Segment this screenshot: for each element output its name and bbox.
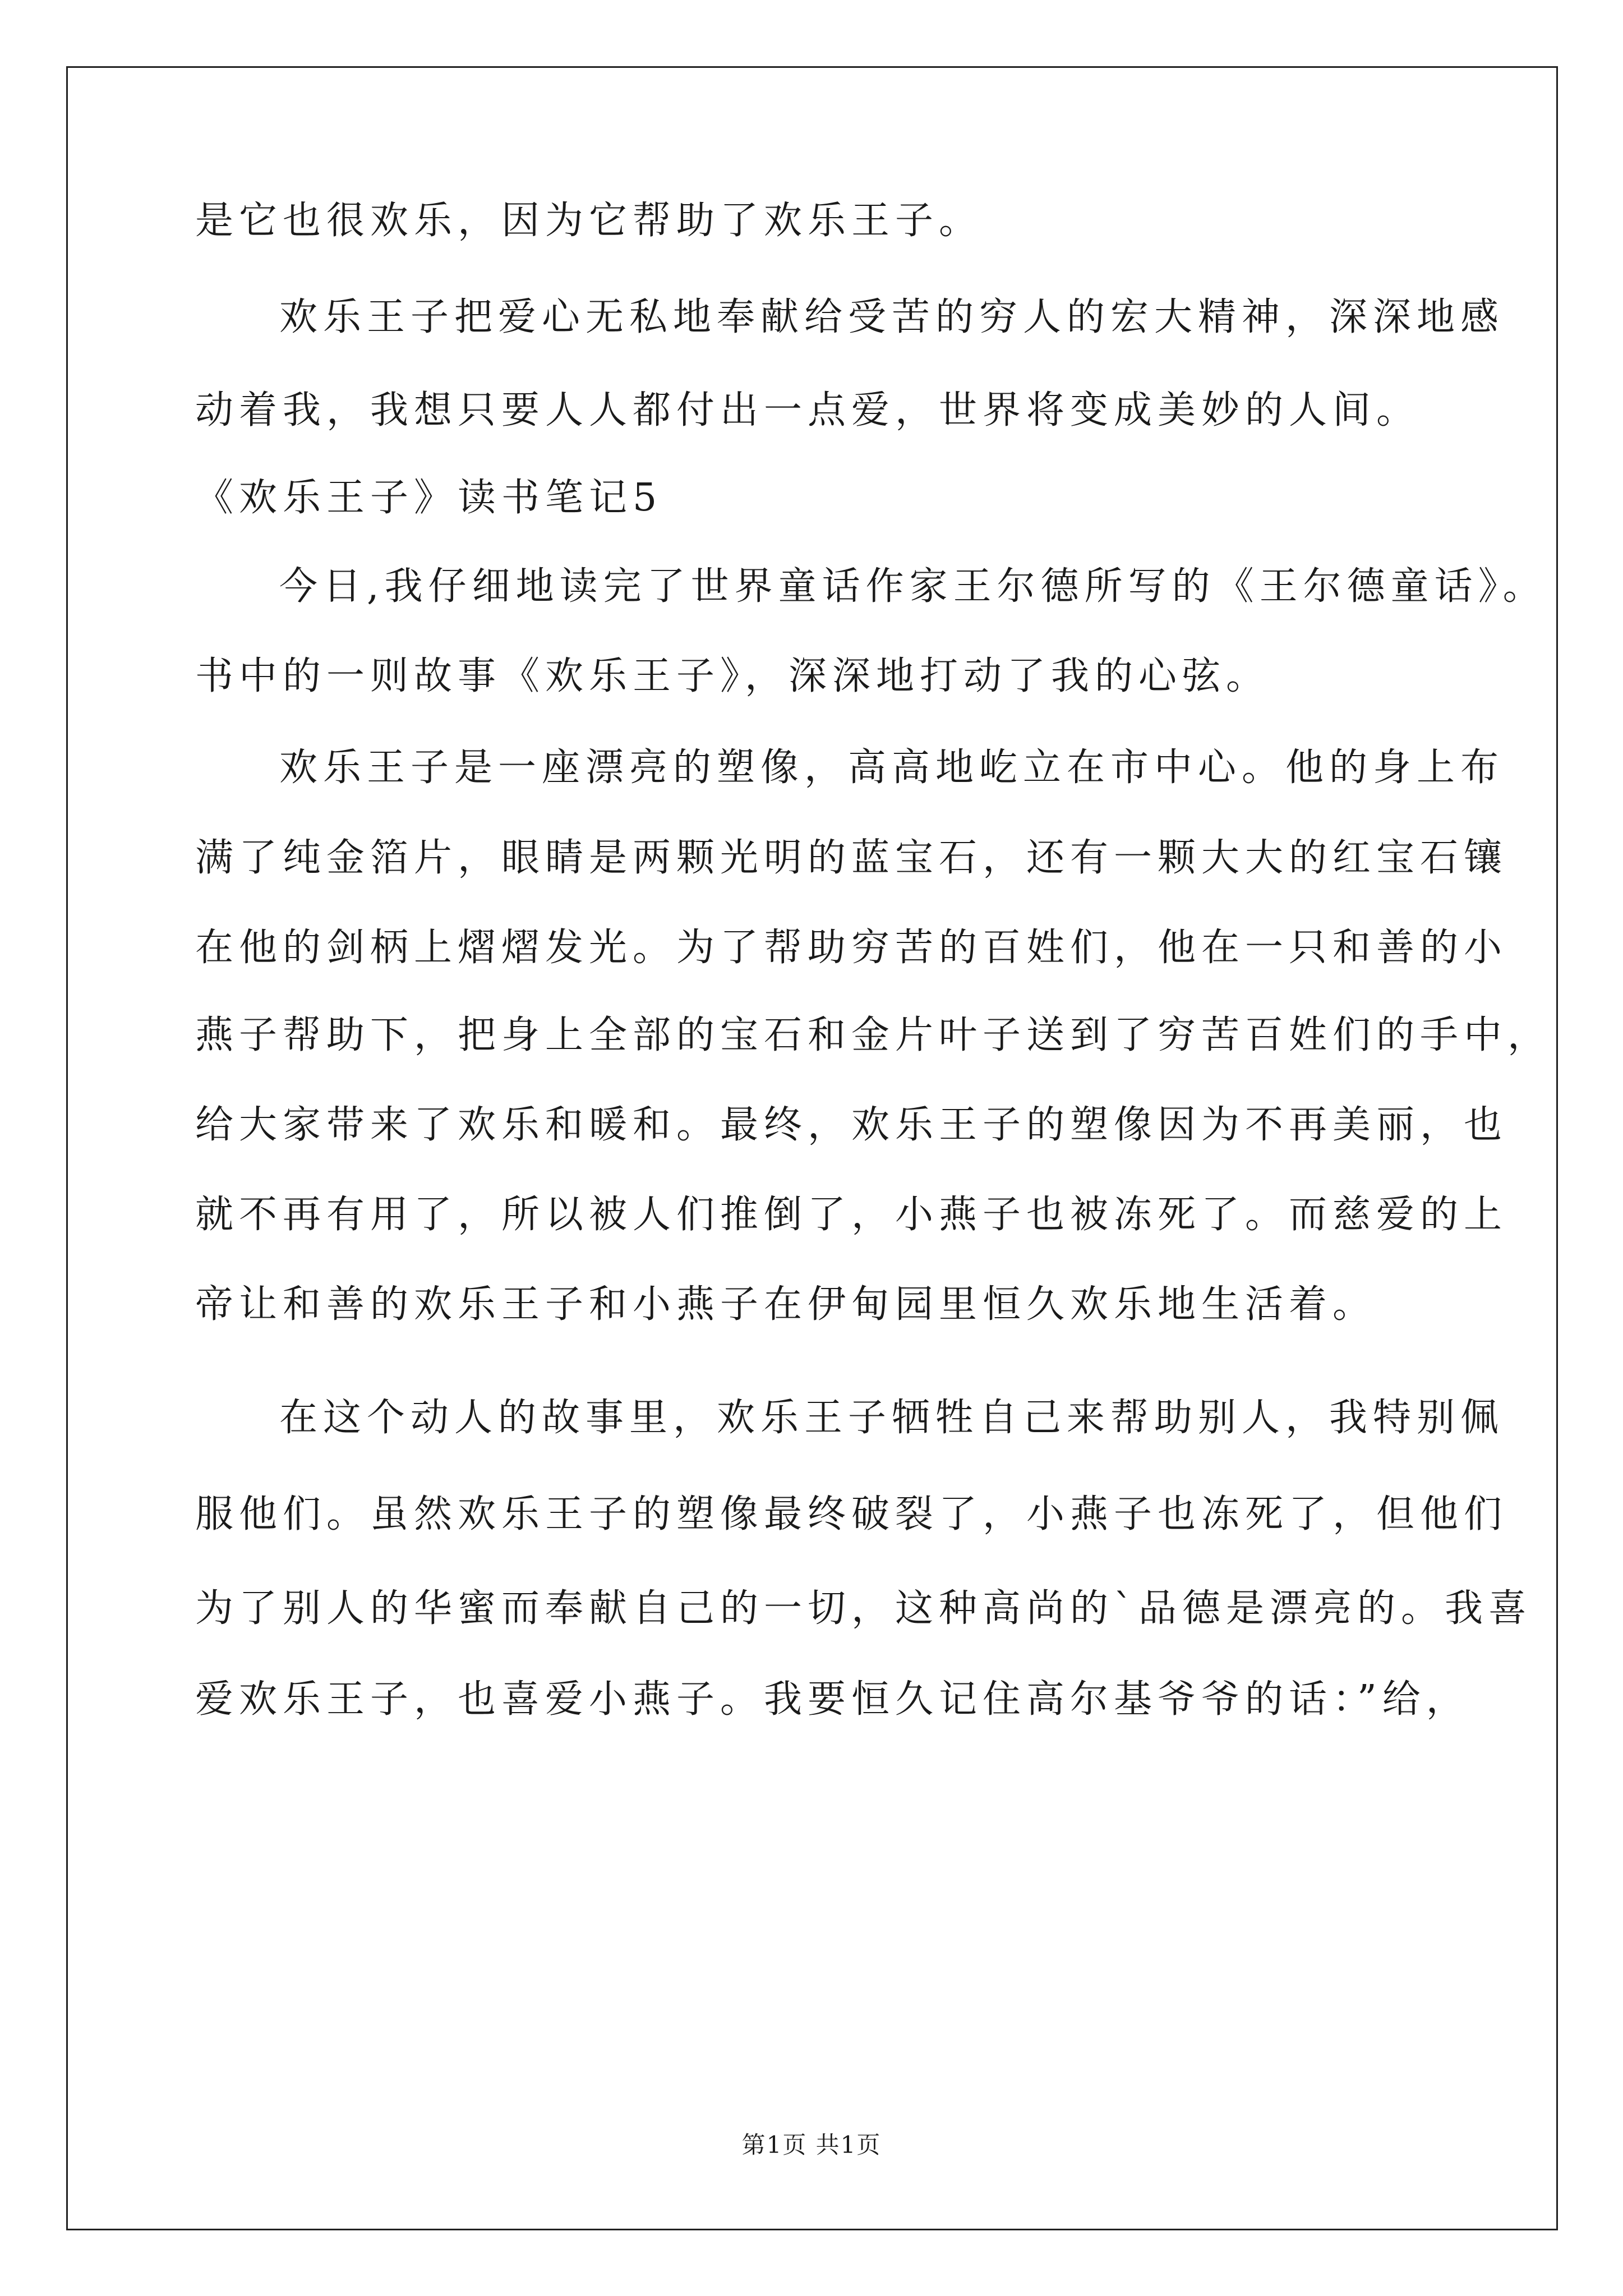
text-line: 燕子帮助下，把身上全部的宝石和金片叶子送到了穷苦百姓们的手中， <box>195 1013 1552 1057</box>
text-line: 爱欢乐王子，也喜爱小燕子。我要恒久记住高尔基爷爷的话：”给， <box>195 1677 1470 1722</box>
text-line: 服他们。虽然欢乐王子的塑像最终破裂了，小燕子也冻死了，但他们 <box>195 1492 1508 1536</box>
text-line: 在他的剑柄上熠熠发光。为了帮助穷苦的百姓们，他在一只和善的小 <box>195 926 1508 970</box>
text-line: 在这个动人的故事里，欢乐王子牺牲自己来帮助别人，我特别佩 <box>279 1396 1505 1440</box>
text-line: 帝让和善的欢乐王子和小燕子在伊甸园里恒久欢乐地生活着。 <box>195 1282 1377 1327</box>
section-heading: 《欢乐王子》读书笔记5 <box>195 476 663 520</box>
text-line: 就不再有用了，所以被人们推倒了，小燕子也被冻死了。而慈爱的上 <box>195 1193 1508 1237</box>
text-line: 书中的一则故事《欢乐王子》，深深地打动了我的心弦。 <box>195 654 1270 698</box>
text-line: 给大家带来了欢乐和暖和。最终，欢乐王子的塑像因为不再美丽，也 <box>195 1103 1508 1147</box>
text-line: 满了纯金箔片，眼睛是两颗光明的蓝宝石，还有一颗大大的红宝石镶 <box>195 836 1508 880</box>
page-footer: 第1页 共1页 <box>741 2131 882 2159</box>
text-line: 欢乐王子是一座漂亮的塑像，高高地屹立在市中心。他的身上布 <box>279 746 1505 790</box>
text-line: 今日,我仔细地读完了世界童话作家王尔德所写的《王尔德童话》。 <box>279 564 1547 609</box>
text-line: 动着我，我想只要人人都付出一点爱，世界将变成美妙的人间。 <box>195 388 1421 432</box>
text-line: 为了别人的华蜜而奉献自己的一切，这种高尚的`品德是漂亮的。我喜 <box>195 1586 1533 1631</box>
text-line: 是它也很欢乐，因为它帮助了欢乐王子。 <box>195 199 983 243</box>
text-line: 欢乐王子把爱心无私地奉献给受苦的穷人的宏大精神，深深地感 <box>279 295 1505 339</box>
